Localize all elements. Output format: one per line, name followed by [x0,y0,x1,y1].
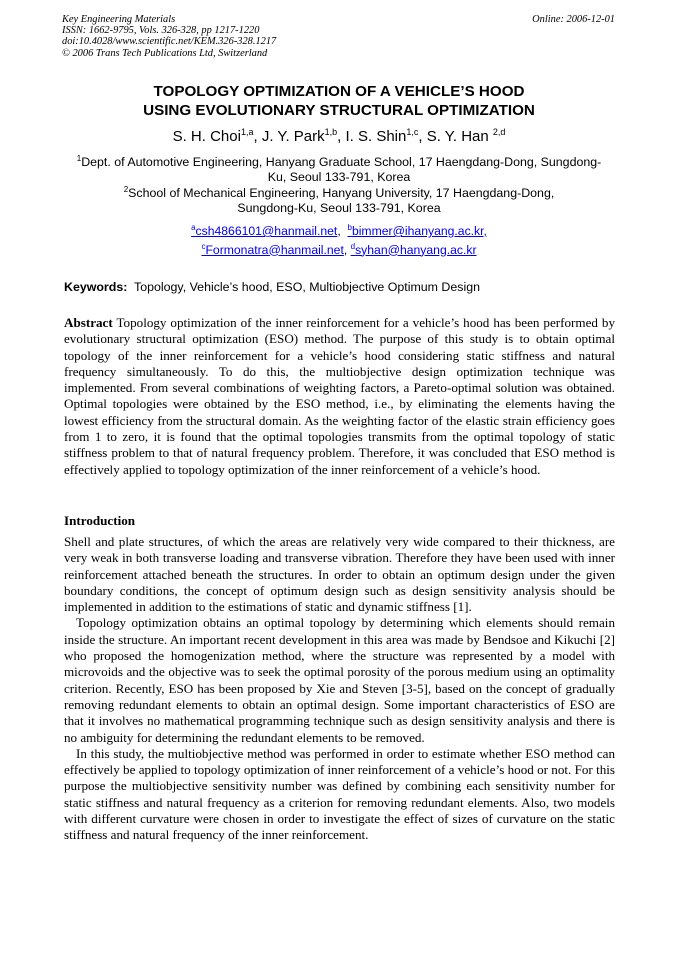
email-link-b[interactable]: $^b$bimmer@ihanyang.ac.kr, [347,223,487,238]
author-list: S. H. Choi$^{1,a}$, J. Y. Park$^{1,b}$, I. S. Shin$^{1,c}$, S. Y. Han $^{2,d}$ [172,127,506,145]
paragraph: In this study, the multiobjective method was performed in order to estimate whether ESO method can effectively be applied to topology optimization of inner reinforcement of a vehicle’s hood or not. For this purpose the multiobjective sensitivity number was defined by combining each sensitivity number for static stiffness and natural frequency as a criterion for removing redundant elements. Also, two models with different curvature were chosen in order to investigate the effect of sizes of curvature on the static stiffness and natural frequency of the inner reinforcement. [64,745,615,843]
keywords-label: Keywords: [64,280,128,294]
affiliation-2 [0,186,678,201]
journal-name: Key Engineering Materials [62,14,176,25]
affiliation-text: School of Mechanical Engineering, Hanyang University, 17 Haengdang-Dong, [128,185,555,200]
abstract-label: Abstract [64,315,113,330]
email-address: csh4866101@hanmail.net [195,224,338,238]
title-line-1: TOPOLOGY OPTIMIZATION OF A VEHICLE’S HOOD [153,83,525,100]
author-name: S. Y. Han [426,128,489,145]
affiliation-1 [0,155,678,170]
affiliation-1-cont: Ku, Seoul 133-791, Korea [267,170,411,185]
paragraph: Shell and plate structures, of which the areas are relatively very wide compared to their thickness, are very weak in both transverse loading and transverse vibration. Therefore they have been used with inner reinforcement attached beneath the structures. In order to obtain an optimum design under the given boundary conditions, the concept of optimum design such as design sensitivity analysis should be implemented in addition to the estimations of static and dynamic stiffness [1]. [64,534,615,615]
title-line-2: USING EVOLUTIONARY STRUCTURAL OPTIMIZATION [143,102,535,119]
email-sup: b [347,223,352,232]
author-name: S. H. Choi [172,128,241,145]
keywords-text: Topology, Vehicle’s hood, ESO, Multiobjective Optimum Design [134,280,480,294]
email-link-a[interactable] [191,224,337,238]
abstract-text: Topology optimization of the inner reinforcement for a vehicle’s hood has been performed by evolutionary structural optimization (ESO) method. The purpose of this study is to obtain optimal topology of the inner reinforcement for a vehicle’s hood considering static stiffness and natural frequency simultaneously. To do this, the multiobjective design optimization technique was implemented. From several combinations of weighting factors, a Pareto-optimal solution was obtained. Optimal topologies were obtained by the ESO method, i.e., by eliminating the elements having the lowest efficiency from the structural domain. As the weighting factor of the elastic strain efficiency goes from 1 to zero, it is found that the optimal topologies transmits from the optimal topology of static stiffness problem to that of natural frequency problem. Therefore, it was concluded that ESO method is effectively applied to topology optimization of the inner reinforcement of a vehicle’s hood. [64,315,615,477]
online-date: Online: 2006-12-01 [532,14,615,25]
email-sup: a [191,223,196,232]
author-name: J. Y. Park [261,128,325,145]
abstract [64,315,615,478]
copyright-line: © 2006 Trans Tech Publications Ltd, Switzerland [62,47,268,59]
affiliation-text: Dept. of Automotive Engineering, Hanyang Graduate School, 17 Haengdang-Dong, Sungdong- [81,155,602,169]
author-sup: 1,b [324,127,338,137]
paragraph: Topology optimization obtains an optimal topology by determining which elements should remain inside the structure. An important recent development in this area was made by Bendsoe and Kikuchi [2] who proposed the homogenization method, where the structure was represented by a model with microvoids and the objective was to seek the optimal porosity of the porous medium using an optimality criterion. Recently, ESO has been proposed by Xie and Steven [3-5], based on the concept of gradually removing redundant elements to obtain an optimal design. Some important characteristics of ESO are that it involves no mathematical programming technique such as design sensitivity analysis and there is no ambiguity for determining the redundant elements to be removed. [64,615,615,745]
section-heading-introduction: Introduction [64,513,136,528]
affiliation-sup: 1 [76,154,82,163]
keywords [64,280,480,295]
affiliations [0,155,678,216]
journal-header [62,14,276,59]
author-sup: 1,c [406,127,419,137]
email-list: $^a$csh4866101@hanmail.net, $^b$bimmer@ihanyang.ac.kr, $^c$Formonatra@hanmail.net, $^d$syhan@hanyang.ac.kr [191,223,487,257]
issn-line: ISSN: 1662-9795, Vols. 326-328, pp 1217-1220 [62,25,260,37]
author-name: I. S. Shin [345,128,407,145]
doi-line: doi:10.4028/www.scientific.net/KEM.326-328.1217 [62,36,277,48]
author-sup: 2,d [492,127,506,137]
affiliation-2-cont: Sungdong-Ku, Seoul 133-791, Korea [237,200,441,215]
email-sup: c [201,241,206,251]
paper-title [0,82,678,120]
email-link-c[interactable] [201,243,343,257]
affiliation-sup: 2 [123,184,129,194]
email-sup: d [350,241,356,251]
email-address: syhan@hanyang.ac.kr [355,242,477,257]
email-link-d[interactable] [351,243,477,257]
author-sup: 1,a [240,127,254,137]
email-address: bimmer@ihanyang.ac.kr [351,224,484,238]
introduction-body [64,534,615,844]
email-address: Formonatra@hanmail.net [205,242,344,257]
